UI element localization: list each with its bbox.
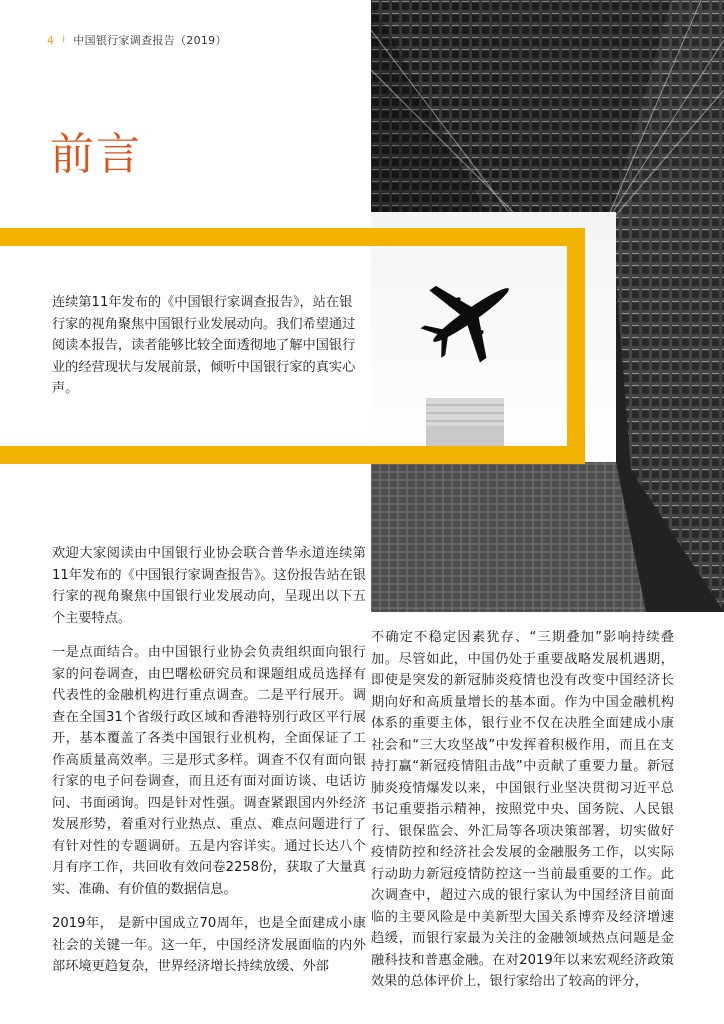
intro-paragraph: 连续第11年发布的《中国银行家调查报告》，站在银行家的视角聚焦中国银行业发展动向。我们希望通过阅读本报告，读者能够比较全面透彻地了解中国银行业的经营现状与发展前景，倾听中国银行家的真实心声。 [52,295,356,396]
running-header [47,32,227,48]
airplane-skyscraper-photo [371,0,724,612]
body-paragraph: 2019年， 是新中国成立70周年，也是全面建成小康社会的关键一年。这一年，中国经济发展面临的内外部环境更趋复杂，世界经济增长持续放缓、外部 [52,916,366,974]
body-column-right [371,627,674,993]
report-title: 中国银行家调查报告（2019） [73,34,227,47]
body-paragraph: 欢迎大家阅读由中国银行业协会联合普华永道连续第11年发布的《中国银行家调查报告》。这份报告站在银行家的视角聚焦中国银行业发展动向，呈现出以下五个主要特点。 [52,546,366,626]
header-separator: I [62,35,66,45]
accent-band-top [0,228,585,246]
body-paragraph: 不确定不稳定因素犹存、“三期叠加”影响持续叠加。尽管如此，中国仍处于重要战略发展机遇期，即使是突发的新冠肺炎疫情也没有改变中国经济长期向好和高质量增长的基本面。作为中国金融机构体系的重要主体，银行业不仅在决胜全面建成小康社会和“三大攻坚战”中发挥着积极作用，而且在支持打赢“新冠疫情阻击战”中贡献了重要力量。新冠肺炎疫情爆发以来，中国银行业坚决贯彻习近平总书记重要指示精神，按照党中央、国务院、人民银行、银保监会、外汇局等各项决策部署，切实做好疫情防控和经济社会发展的金融服务工作，以实际行动助力新冠疫情防控这一当前最重要的工作。此次调查中，超过六成的银行家认为中国经济目前面临的主要风险是中美新型大国关系博弈及经济增速趋缓，而银行家最为关注的金融领域热点问题是金融科技和普惠金融。在对2019年以来宏观经济政策效果的总体评价上，银行家给出了较高的评分， [371,630,674,989]
body-paragraph: 一是点面结合。由中国银行业协会负责组织面向银行家的问卷调查，由巴曙松研究员和课题组成员选择有代表性的金融机构进行重点调查。二是平行展开。调查在全国31个省级行政区域和香港特别行政区平行展开，基本覆盖了各类中国银行业机构，全面保证了工作高质量高效率。三是形式多样。调查不仅有面向银行家的电子问卷调查，而且还有面对面访谈、电话访问、书面函询。四是针对性强。调查紧跟国内外经济发展形势，着重对行业热点、重点、难点问题进行了有针对性的专题调研。五是内容详实。通过长达八个月有序工作，共回收有效问卷2258份，获取了大量真实、准确、有价值的数据信息。 [52,645,366,897]
accent-band-bottom [0,446,585,464]
body-column-left [52,543,366,991]
page-number: 4 [47,33,55,47]
accent-band-right [567,228,585,464]
page-title: 前言 [50,129,142,180]
